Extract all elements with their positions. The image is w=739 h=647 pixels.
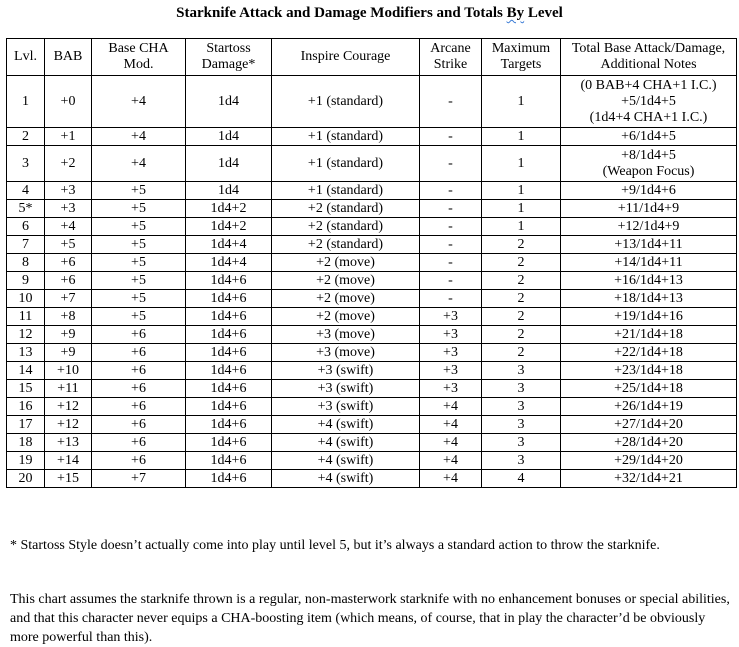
header-damage: Startoss Damage* [186, 39, 272, 76]
cell-targets: 2 [482, 236, 561, 254]
cell-targets: 3 [482, 380, 561, 398]
table-row [7, 236, 737, 254]
cell-cha: +4 [92, 128, 186, 146]
cell-inspire: +2 (standard) [272, 218, 420, 236]
cell-arcane: +3 [420, 344, 482, 362]
cell-level: 8 [7, 254, 45, 272]
cell-arcane: - [420, 182, 482, 200]
cell-damage: 1d4+4 [186, 254, 272, 272]
cell-cha: +4 [92, 76, 186, 128]
cell-inspire: +1 (standard) [272, 128, 420, 146]
cell-damage: 1d4+6 [186, 452, 272, 470]
total-line: +29/1d4+20 [614, 452, 683, 468]
cell-level: 7 [7, 236, 45, 254]
cell-level: 2 [7, 128, 45, 146]
cell-total [561, 146, 737, 182]
table-row [7, 146, 737, 182]
cell-cha: +5 [92, 218, 186, 236]
table-row [7, 254, 737, 272]
total-line: +6/1d4+5 [621, 128, 676, 144]
cell-inspire: +2 (move) [272, 308, 420, 326]
cell-inspire: +3 (swift) [272, 398, 420, 416]
table-row [7, 434, 737, 452]
cell-level: 11 [7, 308, 45, 326]
cell-level: 4 [7, 182, 45, 200]
cell-level: 19 [7, 452, 45, 470]
cell-total [561, 416, 737, 434]
cell-bab: +3 [45, 182, 92, 200]
total-line: +21/1d4+18 [614, 326, 683, 342]
cell-damage: 1d4 [186, 146, 272, 182]
cell-targets: 3 [482, 452, 561, 470]
cell-damage: 1d4+4 [186, 236, 272, 254]
cell-targets: 1 [482, 128, 561, 146]
total-line: +23/1d4+18 [614, 362, 683, 378]
cell-level: 3 [7, 146, 45, 182]
table-row [7, 128, 737, 146]
cell-arcane: - [420, 272, 482, 290]
cell-bab: +3 [45, 200, 92, 218]
cell-total [561, 398, 737, 416]
cell-level: 9 [7, 272, 45, 290]
cell-cha: +5 [92, 290, 186, 308]
total-line: +14/1d4+11 [614, 254, 683, 270]
cell-total [561, 272, 737, 290]
cell-inspire: +4 (swift) [272, 470, 420, 488]
cell-bab: +6 [45, 272, 92, 290]
header-arcane: Arcane Strike [420, 39, 482, 76]
total-line: (Weapon Focus) [602, 163, 695, 179]
cell-bab: +0 [45, 76, 92, 128]
cell-inspire: +2 (standard) [272, 236, 420, 254]
total-line: +16/1d4+13 [614, 272, 683, 288]
title-text-end: Level [524, 5, 563, 21]
table-row [7, 398, 737, 416]
cell-bab: +14 [45, 452, 92, 470]
cell-bab: +13 [45, 434, 92, 452]
document-title [0, 4, 739, 22]
cell-arcane: - [420, 290, 482, 308]
cell-targets: 3 [482, 434, 561, 452]
level-table [6, 38, 737, 488]
cell-damage: 1d4+2 [186, 218, 272, 236]
cell-damage: 1d4 [186, 128, 272, 146]
cell-total [561, 308, 737, 326]
cell-damage: 1d4+6 [186, 326, 272, 344]
cell-cha: +5 [92, 236, 186, 254]
cell-cha: +7 [92, 470, 186, 488]
cell-targets: 2 [482, 308, 561, 326]
cell-total [561, 470, 737, 488]
cell-total [561, 200, 737, 218]
table-row [7, 344, 737, 362]
cell-bab: +7 [45, 290, 92, 308]
cell-inspire: +2 (move) [272, 272, 420, 290]
cell-total [561, 128, 737, 146]
cell-level: 13 [7, 344, 45, 362]
cell-inspire: +3 (move) [272, 326, 420, 344]
cell-bab: +5 [45, 236, 92, 254]
cell-targets: 1 [482, 182, 561, 200]
cell-cha: +6 [92, 416, 186, 434]
total-line: +8/1d4+5 [621, 147, 676, 163]
cell-cha: +5 [92, 182, 186, 200]
cell-bab: +6 [45, 254, 92, 272]
cell-targets: 1 [482, 76, 561, 128]
cell-inspire: +1 (standard) [272, 182, 420, 200]
cell-cha: +6 [92, 380, 186, 398]
cell-targets: 3 [482, 398, 561, 416]
total-line: (1d4+4 CHA+1 I.C.) [589, 109, 708, 125]
table-row [7, 416, 737, 434]
table-row [7, 200, 737, 218]
header-inspire: Inspire Courage [272, 39, 420, 76]
cell-arcane: - [420, 76, 482, 128]
cell-cha: +6 [92, 362, 186, 380]
cell-total [561, 290, 737, 308]
header-targets: Maximum Targets [482, 39, 561, 76]
cell-arcane: +4 [420, 398, 482, 416]
cell-bab: +1 [45, 128, 92, 146]
cell-damage: 1d4+6 [186, 380, 272, 398]
cell-arcane: +4 [420, 470, 482, 488]
table-row [7, 452, 737, 470]
total-line: +25/1d4+18 [614, 380, 683, 396]
cell-cha: +4 [92, 146, 186, 182]
cell-damage: 1d4+6 [186, 362, 272, 380]
cell-targets: 4 [482, 470, 561, 488]
table-row [7, 470, 737, 488]
footnote: * Startoss Style doesn’t actually come into play until level 5, but it’s always a standard action to throw the starknife. [10, 538, 660, 553]
cell-bab: +12 [45, 416, 92, 434]
cell-bab: +8 [45, 308, 92, 326]
cell-bab: +10 [45, 362, 92, 380]
cell-arcane: +4 [420, 416, 482, 434]
cell-level: 5* [7, 200, 45, 218]
cell-targets: 2 [482, 344, 561, 362]
cell-bab: +15 [45, 470, 92, 488]
total-line: +26/1d4+19 [614, 398, 683, 414]
cell-arcane: - [420, 236, 482, 254]
cell-arcane: +3 [420, 362, 482, 380]
cell-arcane: +3 [420, 308, 482, 326]
total-line: +27/1d4+20 [614, 416, 683, 432]
cell-cha: +6 [92, 434, 186, 452]
cell-inspire: +4 (swift) [272, 416, 420, 434]
cell-cha: +5 [92, 254, 186, 272]
cell-level: 10 [7, 290, 45, 308]
title-text-underlined: By [506, 5, 525, 21]
cell-arcane: - [420, 200, 482, 218]
cell-damage: 1d4+6 [186, 308, 272, 326]
table-body [7, 76, 737, 488]
cell-targets: 2 [482, 326, 561, 344]
table-row [7, 326, 737, 344]
header-total: Total Base Attack/Damage, Additional Notes [561, 39, 737, 76]
cell-inspire: +1 (standard) [272, 146, 420, 182]
cell-arcane: +4 [420, 434, 482, 452]
title-text: Starknife Attack and Damage Modifiers and Totals [176, 5, 507, 21]
cell-damage: 1d4+6 [186, 398, 272, 416]
cell-total [561, 452, 737, 470]
table-row [7, 308, 737, 326]
header-bab: BAB [45, 39, 92, 76]
total-line: +12/1d4+9 [617, 218, 680, 234]
cell-level: 12 [7, 326, 45, 344]
cell-targets: 2 [482, 254, 561, 272]
cell-level: 6 [7, 218, 45, 236]
cell-level: 1 [7, 76, 45, 128]
cell-cha: +5 [92, 200, 186, 218]
cell-level: 18 [7, 434, 45, 452]
cell-damage: 1d4+6 [186, 272, 272, 290]
table-row [7, 272, 737, 290]
cell-inspire: +2 (move) [272, 290, 420, 308]
cell-total [561, 434, 737, 452]
cell-targets: 1 [482, 218, 561, 236]
cell-bab: +4 [45, 218, 92, 236]
total-line: +22/1d4+18 [614, 344, 683, 360]
total-line: +5/1d4+5 [621, 93, 676, 109]
cell-cha: +5 [92, 308, 186, 326]
total-line: +28/1d4+20 [614, 434, 683, 450]
cell-targets: 2 [482, 272, 561, 290]
cell-total [561, 236, 737, 254]
cell-cha: +6 [92, 398, 186, 416]
cell-cha: +6 [92, 452, 186, 470]
cell-bab: +2 [45, 146, 92, 182]
cell-level: 14 [7, 362, 45, 380]
cell-damage: 1d4+6 [186, 344, 272, 362]
cell-inspire: +1 (standard) [272, 76, 420, 128]
cell-damage: 1d4+6 [186, 290, 272, 308]
table-row [7, 362, 737, 380]
cell-total [561, 254, 737, 272]
cell-total [561, 218, 737, 236]
cell-total [561, 380, 737, 398]
cell-damage: 1d4+6 [186, 470, 272, 488]
total-line: +13/1d4+11 [614, 236, 683, 252]
cell-inspire: +3 (swift) [272, 362, 420, 380]
cell-bab: +11 [45, 380, 92, 398]
table-row [7, 182, 737, 200]
cell-level: 20 [7, 470, 45, 488]
cell-inspire: +4 (swift) [272, 452, 420, 470]
cell-bab: +9 [45, 326, 92, 344]
cell-level: 17 [7, 416, 45, 434]
cell-inspire: +3 (move) [272, 344, 420, 362]
cell-arcane: - [420, 218, 482, 236]
total-line: (0 BAB+4 CHA+1 I.C.) [580, 77, 717, 93]
total-line: +9/1d4+6 [621, 182, 676, 198]
cell-arcane: - [420, 146, 482, 182]
cell-targets: 3 [482, 362, 561, 380]
total-line: +19/1d4+16 [614, 308, 683, 324]
cell-targets: 2 [482, 290, 561, 308]
cell-arcane: +4 [420, 452, 482, 470]
cell-total [561, 76, 737, 128]
cell-level: 16 [7, 398, 45, 416]
cell-bab: +12 [45, 398, 92, 416]
assumption-note: This chart assumes the starknife thrown is a regular, non-masterwork starknife with no enhancement bonuses or special abilities, and that this character never equips a CHA-boosting item (which means, of course, that in play the character’d be obviously more powerful than this). [10, 592, 730, 645]
cell-targets: 1 [482, 146, 561, 182]
cell-inspire: +4 (swift) [272, 434, 420, 452]
cell-cha: +6 [92, 326, 186, 344]
cell-total [561, 182, 737, 200]
cell-bab: +9 [45, 344, 92, 362]
cell-arcane: - [420, 254, 482, 272]
cell-arcane: +3 [420, 380, 482, 398]
table-row [7, 76, 737, 128]
header-cha: Base CHA Mod. [92, 39, 186, 76]
cell-cha: +5 [92, 272, 186, 290]
header-level: Lvl. [7, 39, 45, 76]
total-line: +11/1d4+9 [617, 200, 680, 216]
cell-damage: 1d4 [186, 76, 272, 128]
table-row [7, 380, 737, 398]
cell-cha: +6 [92, 344, 186, 362]
cell-total [561, 326, 737, 344]
cell-inspire: +2 (move) [272, 254, 420, 272]
cell-targets: 3 [482, 416, 561, 434]
table-row [7, 218, 737, 236]
cell-damage: 1d4 [186, 182, 272, 200]
cell-arcane: - [420, 128, 482, 146]
cell-damage: 1d4+6 [186, 416, 272, 434]
cell-total [561, 362, 737, 380]
header-row [7, 39, 737, 76]
cell-total [561, 344, 737, 362]
cell-level: 15 [7, 380, 45, 398]
cell-arcane: +3 [420, 326, 482, 344]
total-line: +32/1d4+21 [614, 470, 683, 486]
cell-targets: 1 [482, 200, 561, 218]
cell-inspire: +3 (swift) [272, 380, 420, 398]
total-line: +18/1d4+13 [614, 290, 683, 306]
cell-damage: 1d4+6 [186, 434, 272, 452]
table-row [7, 290, 737, 308]
cell-inspire: +2 (standard) [272, 200, 420, 218]
cell-damage: 1d4+2 [186, 200, 272, 218]
